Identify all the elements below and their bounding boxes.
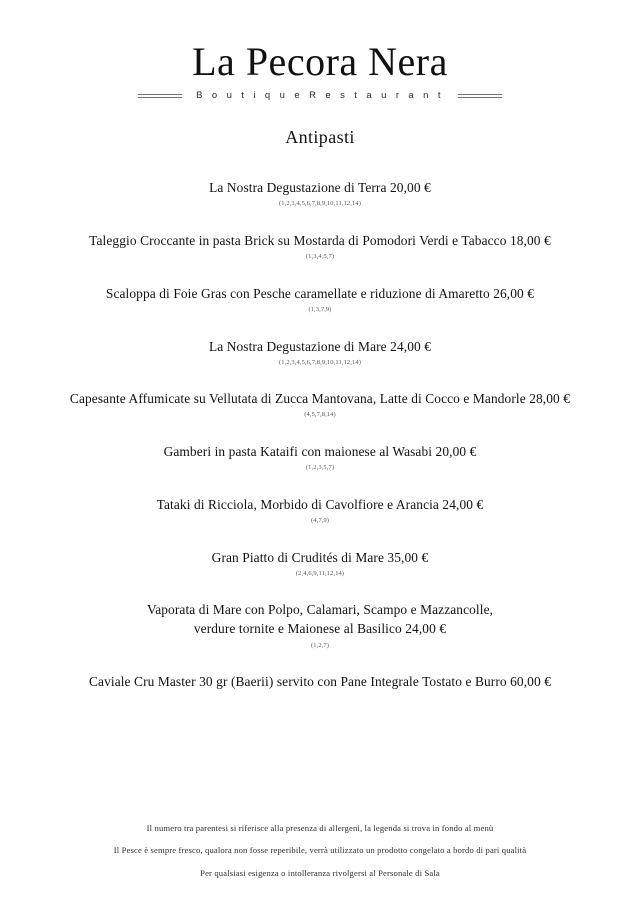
dish-allergens: (1,2,3,4,5,6,7,8,9,10,11,12,14)	[279, 200, 361, 208]
footer-fish-note: Il Pesce è sempre fresco, qualora non fosse reperibile, verrà utilizzato un prodotto congelato a bordo di pari qualità	[113, 845, 527, 856]
menu-item	[22, 495, 618, 526]
footer-allergen-note: Il numero tra parentesi si riferisce alla presenza di allergeni, la legenda si trova in fondo al menù	[146, 822, 494, 833]
dish-name: Taleggio Croccante in pasta Brick su Mostarda di Pomodori Verdi e Tabacco 18,00 €	[89, 232, 551, 248]
dish-allergens: (2,4,6,9,11,12,14)	[295, 569, 345, 577]
menu-item	[22, 548, 618, 579]
dish-allergens: (1,3,7,9)	[308, 305, 332, 313]
decorative-rule-right-icon	[458, 94, 502, 98]
menu-item	[22, 442, 618, 473]
menu-list	[22, 178, 618, 713]
dish-name: Vaporata di Mare con Polpo, Calamari, Scampo e Mazzancolle,	[146, 602, 494, 618]
dish-allergens: (1,2,3,4,5,6,7,8,9,10,11,12,14)	[279, 358, 361, 366]
dish-name: Tataki di Ricciola, Morbido di Cavolfiore e Arancia 24,00 €	[156, 496, 484, 512]
dish-allergens: (1,3,4,5,7)	[305, 253, 335, 260]
restaurant-tagline: B o u t i q u e R e s t a u r a n t	[196, 90, 444, 102]
dish-name: La Nostra Degustazione di Terra 20,00 €	[209, 180, 431, 196]
dish-name: Gran Piatto di Crudités di Mare 35,00 €	[211, 549, 429, 565]
dish-name: La Nostra Degustazione di Mare 24,00 €	[208, 338, 432, 354]
brand-subtitle-row	[22, 90, 618, 101]
menu-item	[22, 231, 618, 262]
menu-item	[22, 672, 618, 691]
menu-item	[22, 337, 618, 368]
footer-disclaimer	[22, 822, 618, 905]
dish-allergens: (4,7,9)	[310, 516, 330, 524]
footer-staff-note: Per qualsiasi esigenza o intolleranza rivolgersi al Personale di Sala	[200, 867, 440, 878]
section-title: Antipasti	[285, 127, 355, 148]
menu-item	[22, 178, 618, 209]
dish-name: Caviale Cru Master 30 gr (Baerii) servito con Pane Integrale Tostato e Burro 60,00 €	[89, 674, 551, 690]
dish-name: Gamberi in pasta Kataifi con maionese al Wasabi 20,00 €	[163, 444, 477, 460]
restaurant-name: La Pecora Nera	[192, 39, 448, 84]
dish-name-continued: verdure tornite e Maionese al Basilico 24,00 €	[193, 621, 447, 637]
dish-name: Scaloppa di Foie Gras con Pesche caramellate e riduzione di Amaretto 26,00 €	[105, 285, 535, 301]
decorative-rule-left-icon	[138, 94, 182, 98]
dish-allergens: (1,2,7)	[310, 641, 330, 649]
masthead	[22, 0, 618, 101]
dish-name: Capesante Affumicate su Vellutata di Zucca Mantovana, Latte di Cocco e Mandorle 28,00 €	[69, 391, 571, 407]
dish-allergens: (4,5,7,8,14)	[304, 411, 336, 419]
dish-allergens: (1,2,3,5,7)	[305, 464, 335, 472]
menu-item	[22, 389, 618, 420]
menu-item	[22, 600, 618, 650]
menu-item	[22, 284, 618, 315]
